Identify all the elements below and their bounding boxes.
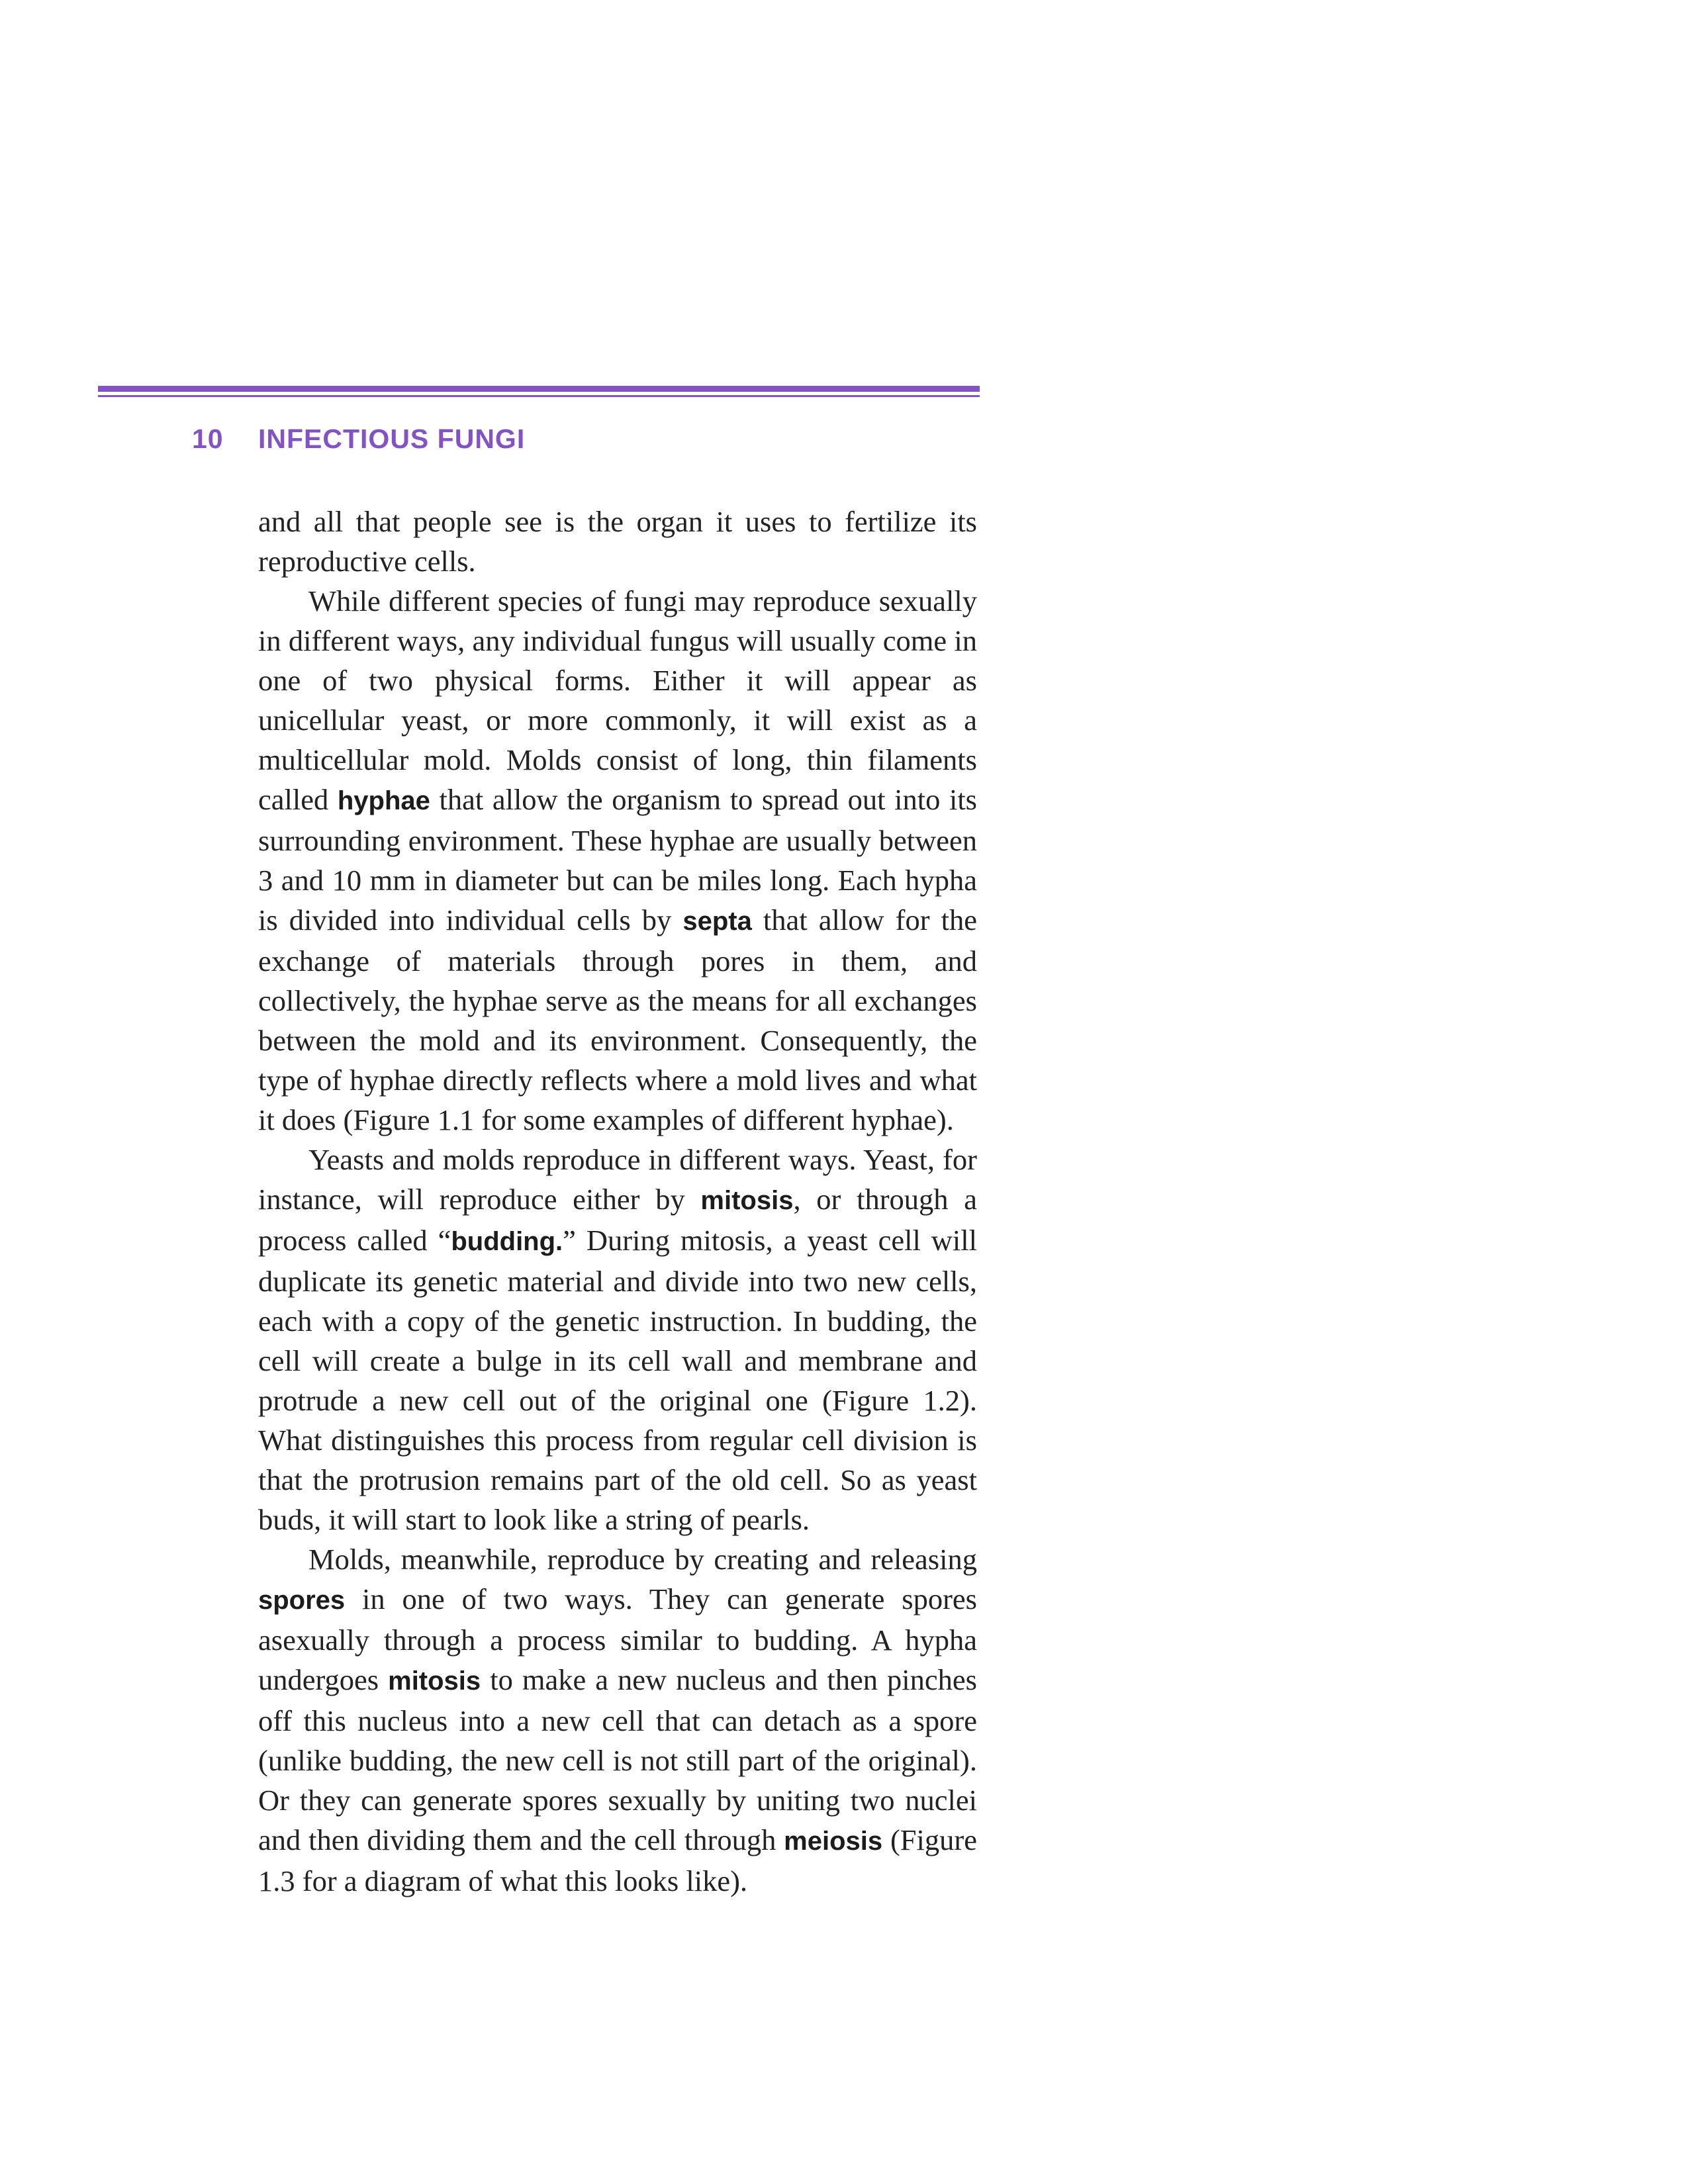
term-budding: budding. xyxy=(451,1227,563,1256)
paragraph-hyphae xyxy=(258,581,977,1140)
body-text xyxy=(258,502,977,1901)
text-run: (Figure 1.3 for a diagram of what this looks like). xyxy=(258,1823,977,1897)
term-mitosis: mitosis xyxy=(700,1186,794,1215)
text-run: that allow the organism to spread out into its surrounding environment. These hyphae are usually between 3 and 10 mm in diameter but can be miles long. Each hypha is divided into individual cells by xyxy=(258,783,978,936)
text-run: ” During mitosis, a yeast cell will duplicate its genetic material and divide into two new cells, each with a copy of the genetic instruction. In budding, the cell will create a bulge in its cell wall and membrane and protrude a new cell out of the original one (Figure 1.2). What distinguishes this process from regular cell division is that the protrusion remains part of the old cell. So as yeast buds, it will start to look like a string of pearls. xyxy=(258,1224,977,1536)
term-septa: septa xyxy=(682,907,752,936)
paragraph-yeast-reproduction xyxy=(258,1140,977,1539)
text-run: Molds, meanwhile, reproduce by creating and releasing xyxy=(308,1543,977,1576)
paragraph-mold-spores xyxy=(258,1539,977,1901)
text-run: and all that people see is the organ it uses to fertilize its reproductive cells. xyxy=(258,505,977,578)
header-rule-thin xyxy=(98,395,980,397)
text-run: that allow for the exchange of materials through pores in them, and collectively, the hyphae serve as the means for all exchanges between the mold and its environment. Consequently, the type of hyphae directly reflects where a mold lives and what it does (Figure 1.1 for some examples of different hyphae). xyxy=(258,903,977,1136)
text-run: Yeasts and molds reproduce in different ways. Yeast, for instance, will reproduce either by xyxy=(258,1143,977,1216)
text-run: to make a new nucleus and then pinches off this nucleus into a new cell that can detach as a spore (unlike budding, the new cell is not still part of the original). Or they can generate spores sexually by uniting two nuclei and then dividing them and the cell through xyxy=(258,1663,977,1856)
page-number: 10 xyxy=(192,424,224,454)
term-hyphae: hyphae xyxy=(337,786,430,815)
term-meiosis: meiosis xyxy=(784,1827,883,1856)
term-spores: spores xyxy=(258,1586,346,1615)
text-run: in one of two ways. They can generate spores asexually through a process similar to budding. A hypha undergoes xyxy=(258,1582,977,1696)
header-rule-thick xyxy=(98,386,980,392)
term-mitosis: mitosis xyxy=(388,1666,481,1696)
running-title: INFECTIOUS FUNGI xyxy=(258,424,526,454)
text-run: While different species of fungi may reproduce sexually in different ways, any individual fungus will usually come in one of two physical forms. Either it will appear as unicellular yeast, or more commonly, it will exist as a multicellular mold. Molds consist of long, thin filaments called xyxy=(258,584,977,816)
paragraph-continued xyxy=(258,502,977,581)
text-run: , or through a process called “ xyxy=(258,1183,977,1257)
running-header xyxy=(0,424,1688,457)
